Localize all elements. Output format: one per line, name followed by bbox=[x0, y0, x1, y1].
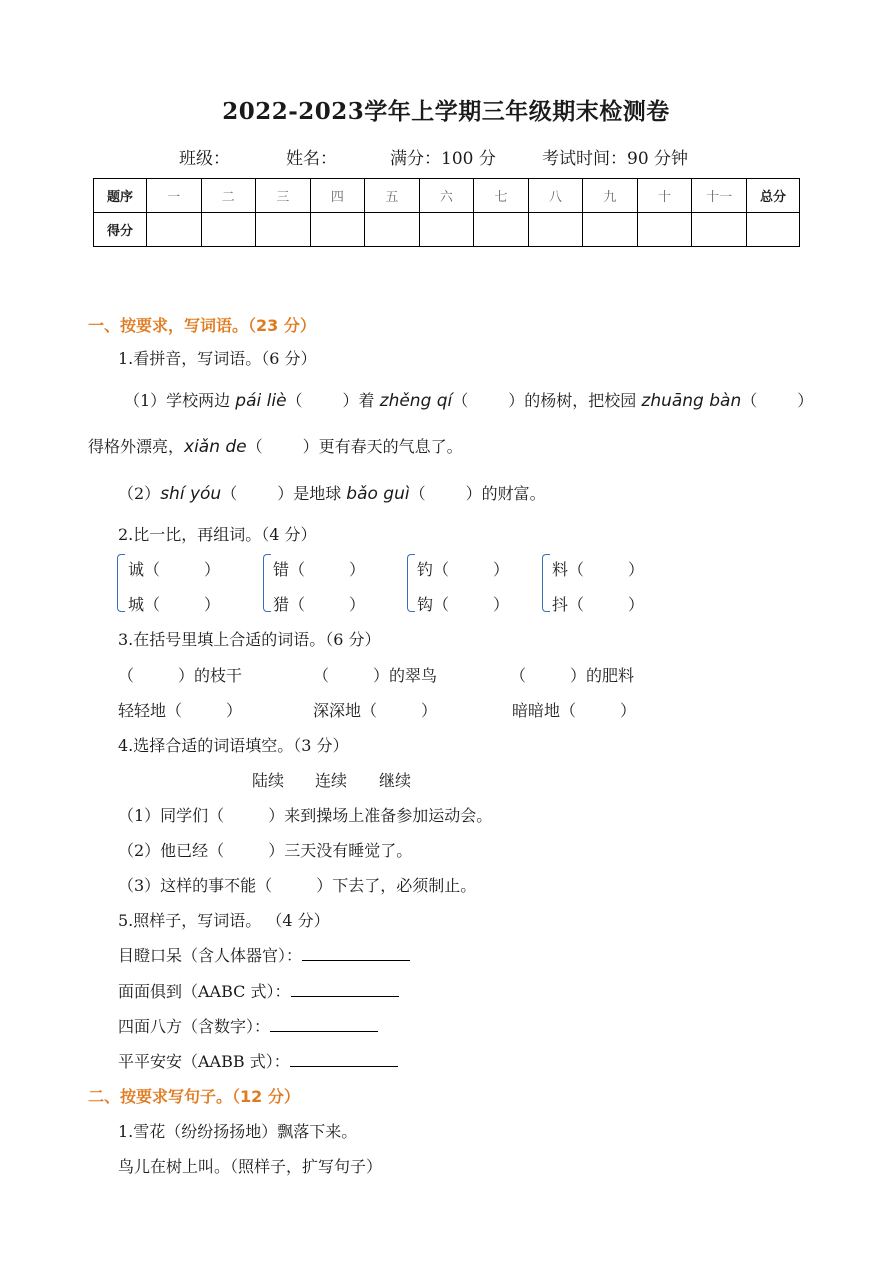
score-cell[interactable] bbox=[201, 213, 256, 247]
answer-underline[interactable] bbox=[302, 946, 410, 961]
pinyin: zhuāng bàn bbox=[641, 391, 742, 411]
col-8: 八 bbox=[528, 179, 583, 213]
pinyin: xiǎn de bbox=[184, 437, 247, 457]
total-header: 总分 bbox=[747, 179, 800, 213]
q4-option-3: 继续 bbox=[379, 771, 412, 790]
col-4: 四 bbox=[310, 179, 365, 213]
s2-q1-line: 鸟儿在树上叫。（照样子，扩写句子） bbox=[118, 1157, 383, 1176]
answer-underline[interactable] bbox=[290, 1052, 398, 1067]
full-score-label: 满分：100 分 bbox=[390, 149, 496, 169]
pinyin: zhěng qí bbox=[379, 391, 453, 411]
answer-underline[interactable] bbox=[291, 982, 399, 997]
pair-bracket-4 bbox=[542, 554, 550, 612]
score-cell[interactable] bbox=[256, 213, 311, 247]
class-label: 班级： bbox=[179, 149, 230, 169]
score-cell[interactable] bbox=[528, 213, 583, 247]
q1-label: 1.看拼音，写词语。（6 分） bbox=[118, 349, 317, 368]
score-header: 得分 bbox=[94, 213, 147, 247]
q5-label: 5.照样子，写词语。 （4 分） bbox=[118, 911, 330, 930]
section-2-heading: 二、按要求写句子。（12 分） bbox=[88, 1087, 300, 1106]
q2-label: 2.比一比，再组词。（4 分） bbox=[118, 525, 317, 544]
col-2: 二 bbox=[201, 179, 256, 213]
pinyin: pái liè bbox=[235, 391, 287, 411]
q1-line-1: （1）学校两边 pái liè（ ）着 zhěng qí（ ）的杨树，把校园 zhuāng bàn（ ） bbox=[124, 391, 814, 411]
col-10: 十 bbox=[637, 179, 692, 213]
pair-3-top: 钓（ ） bbox=[417, 560, 510, 579]
score-cell[interactable] bbox=[747, 213, 800, 247]
q5-item-4: 平平安安（AABB 式）： bbox=[118, 1049, 398, 1072]
pair-4-bottom: 抖（ ） bbox=[552, 595, 645, 614]
q3-item-1: （ ）的枝干 bbox=[118, 666, 243, 685]
q3-item-2: （ ）的翠鸟 bbox=[313, 666, 438, 685]
col-6: 六 bbox=[419, 179, 474, 213]
col-5: 五 bbox=[365, 179, 420, 213]
pair-bracket-1 bbox=[117, 554, 125, 612]
pair-bracket-2 bbox=[263, 554, 271, 612]
s2-q1-label: 1.雪花（纷纷扬扬地）飘落下来。 bbox=[118, 1122, 358, 1141]
pair-2-bottom: 猎（ ） bbox=[273, 595, 366, 614]
score-row bbox=[94, 213, 800, 247]
score-cell[interactable] bbox=[310, 213, 365, 247]
q3-item-4: 轻轻地（ ） bbox=[118, 701, 243, 720]
question-order-header: 题序 bbox=[94, 179, 147, 213]
col-1: 一 bbox=[147, 179, 202, 213]
score-cell[interactable] bbox=[419, 213, 474, 247]
q3-item-6: 暗暗地（ ） bbox=[512, 701, 637, 720]
q4-label: 4.选择合适的词语填空。（3 分） bbox=[118, 736, 349, 755]
q1-line-3: （2）shí yóu（ ）是地球 bǎo guì（ ）的财富。 bbox=[118, 484, 546, 504]
pair-3-bottom: 钩（ ） bbox=[417, 595, 510, 614]
exam-time-label: 考试时间：90 分钟 bbox=[542, 149, 689, 169]
q4-item-1: （1）同学们（ ）来到操场上准备参加运动会。 bbox=[118, 806, 493, 825]
section-1-heading: 一、按要求，写词语。（23 分） bbox=[88, 316, 316, 335]
answer-underline[interactable] bbox=[270, 1017, 378, 1032]
score-cell[interactable] bbox=[637, 213, 692, 247]
q3-label: 3.在括号里填上合适的词语。（6 分） bbox=[118, 630, 381, 649]
pair-bracket-3 bbox=[407, 554, 415, 612]
question-order-row bbox=[94, 179, 800, 213]
q4-option-1: 陆续 bbox=[252, 771, 285, 790]
q4-option-2: 连续 bbox=[315, 771, 348, 790]
page-title: 2022-2023学年上学期三年级期末检测卷 bbox=[222, 98, 670, 125]
q5-item-3: 四面八方（含数字）： bbox=[118, 1014, 378, 1037]
col-11: 十一 bbox=[692, 179, 747, 213]
pair-1-top: 诚（ ） bbox=[128, 560, 221, 579]
col-9: 九 bbox=[583, 179, 638, 213]
pair-4-top: 料（ ） bbox=[552, 560, 645, 579]
q5-item-2: 面面俱到（AABC 式）： bbox=[118, 979, 399, 1002]
pair-2-top: 错（ ） bbox=[273, 560, 366, 579]
pair-1-bottom: 城（ ） bbox=[128, 595, 221, 614]
score-cell[interactable] bbox=[583, 213, 638, 247]
score-table bbox=[93, 178, 800, 247]
q4-item-3: （3）这样的事不能（ ）下去了，必须制止。 bbox=[118, 876, 477, 895]
q1-line-2: 得格外漂亮，xiǎn de（ ）更有春天的气息了。 bbox=[88, 437, 463, 457]
col-3: 三 bbox=[256, 179, 311, 213]
score-cell[interactable] bbox=[474, 213, 529, 247]
score-cell[interactable] bbox=[365, 213, 420, 247]
score-cell[interactable] bbox=[692, 213, 747, 247]
col-7: 七 bbox=[474, 179, 529, 213]
q4-item-2: （2）他已经（ ）三天没有睡觉了。 bbox=[118, 841, 413, 860]
q3-item-3: （ ）的肥料 bbox=[510, 666, 635, 685]
q3-item-5: 深深地（ ） bbox=[313, 701, 438, 720]
q5-item-1: 目瞪口呆（含人体器官）： bbox=[118, 943, 410, 966]
pinyin: bǎo guì bbox=[346, 484, 410, 504]
pinyin: shí yóu bbox=[160, 484, 222, 504]
score-cell[interactable] bbox=[147, 213, 202, 247]
name-label: 姓名： bbox=[286, 149, 337, 169]
